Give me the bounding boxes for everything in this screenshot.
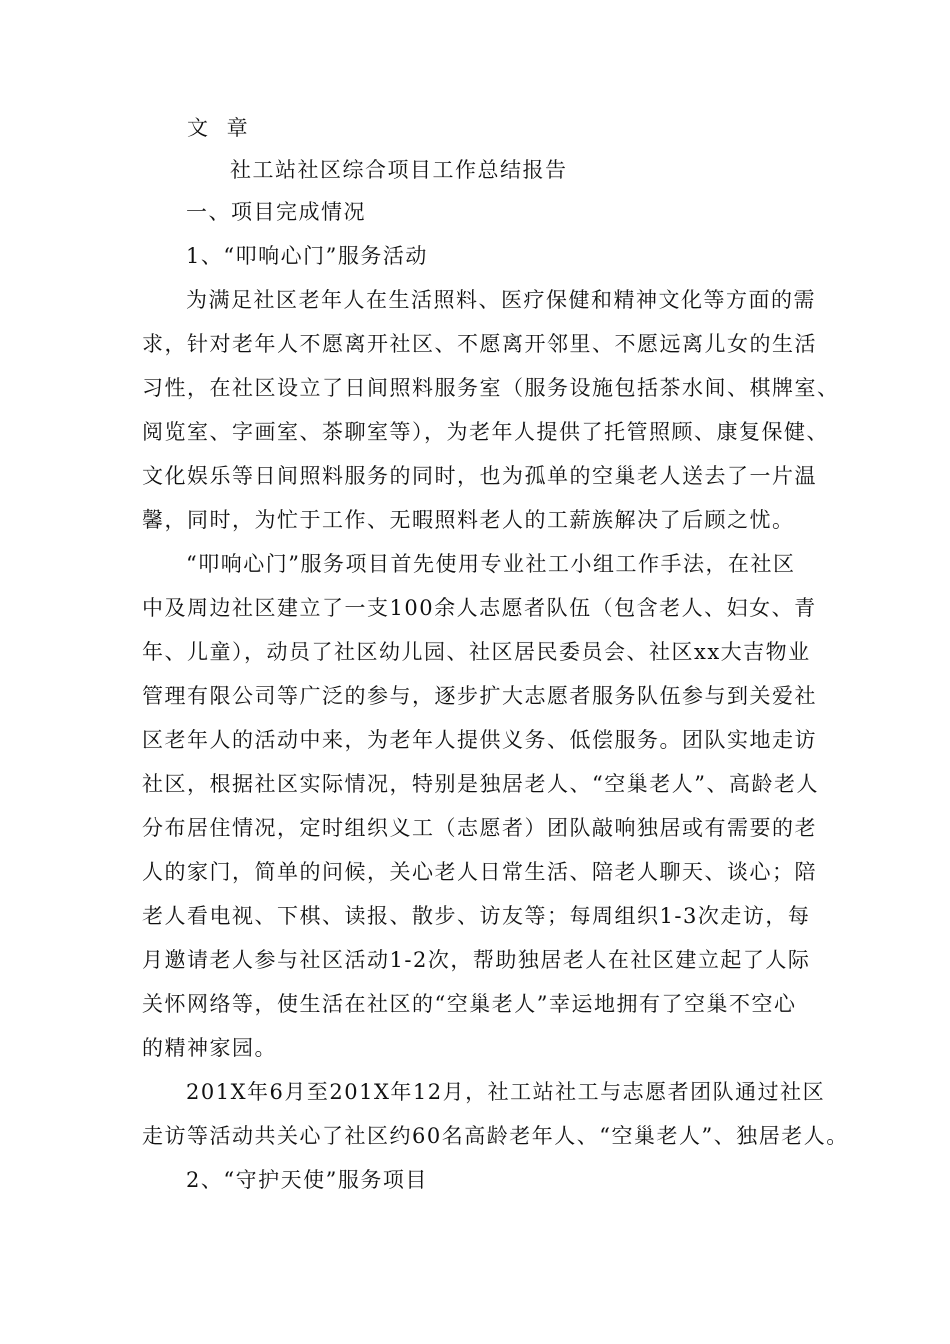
paragraph-line: 201X年6月至201X年12月，社工站社工与志愿者团队通过社区 xyxy=(186,1080,826,1104)
paragraph-line: 求，针对老年人不愿离开社区、不愿离开邻里、不愿远离儿女的生活 xyxy=(142,332,817,356)
paragraph-line: 为满足社区老年人在生活照料、医疗保健和精神文化等方面的需 xyxy=(186,288,816,312)
subsection-heading-1-2: 2、“守护天使”服务项目 xyxy=(186,1168,428,1192)
document-title: 社工站社区综合项目工作总结报告 xyxy=(230,158,568,182)
paragraph-line: 年、儿童），动员了社区幼儿园、社区居民委员会、社区xx大吉物业 xyxy=(142,640,811,664)
paragraph-line: 中及周边社区建立了一支100余人志愿者队伍（包含老人、妇女、青 xyxy=(142,596,817,620)
paragraph-line: 文化娱乐等日间照料服务的同时，也为孤单的空巢老人送去了一片温 xyxy=(142,464,817,488)
paragraph-line: 的精神家园。 xyxy=(142,1036,277,1060)
paragraph-1 xyxy=(142,278,840,542)
paragraph-line: 走访等活动共关心了社区约60名高龄老年人、“空巢老人”、独居老人。 xyxy=(142,1124,849,1148)
paragraph-line: 月邀请老人参与社区活动1-2次，帮助独居老人在社区建立起了人际 xyxy=(142,948,811,972)
paragraph-line: “叩响心门”服务项目首先使用专业社工小组工作手法，在社区 xyxy=(186,552,796,576)
paragraph-line: 习性，在社区设立了日间照料服务室（服务设施包括茶水间、棋牌室、 xyxy=(142,376,840,400)
paragraph-line: 分布居住情况，定时组织义工（志愿者）团队敲响独居或有需要的老 xyxy=(142,816,817,840)
paragraph-3 xyxy=(142,1070,849,1158)
paragraph-line: 关怀网络等，使生活在社区的“空巢老人”幸运地拥有了空巢不空心 xyxy=(142,992,797,1016)
paragraph-line: 馨，同时，为忙于工作、无暇照料老人的工薪族解决了后顾之忧。 xyxy=(142,508,795,532)
paragraph-line: 老人看电视、下棋、读报、散步、访友等；每周组织1-3次走访，每 xyxy=(142,904,811,928)
paragraph-2 xyxy=(142,542,822,1070)
paragraph-line: 管理有限公司等广泛的参与，逐步扩大志愿者服务队伍参与到关爱社 xyxy=(142,684,817,708)
section-heading-1: 一、项目完成情况 xyxy=(186,200,366,224)
paragraph-line: 人的家门，简单的问候，关心老人日常生活、陪老人聊天、谈心；陪 xyxy=(142,860,817,884)
paragraph-line: 区老年人的活动中来，为老年人提供义务、低偿服务。团队实地走访 xyxy=(142,728,817,752)
document-label: 文 章 xyxy=(187,116,254,140)
subsection-heading-1-1: 1、“叩响心门”服务活动 xyxy=(186,244,428,268)
paragraph-line: 阅览室、字画室、茶聊室等），为老年人提供了托管照顾、康复保健、 xyxy=(142,420,829,444)
paragraph-line: 社区，根据社区实际情况，特别是独居老人、“空巢老人”、高龄老人 xyxy=(142,772,819,796)
